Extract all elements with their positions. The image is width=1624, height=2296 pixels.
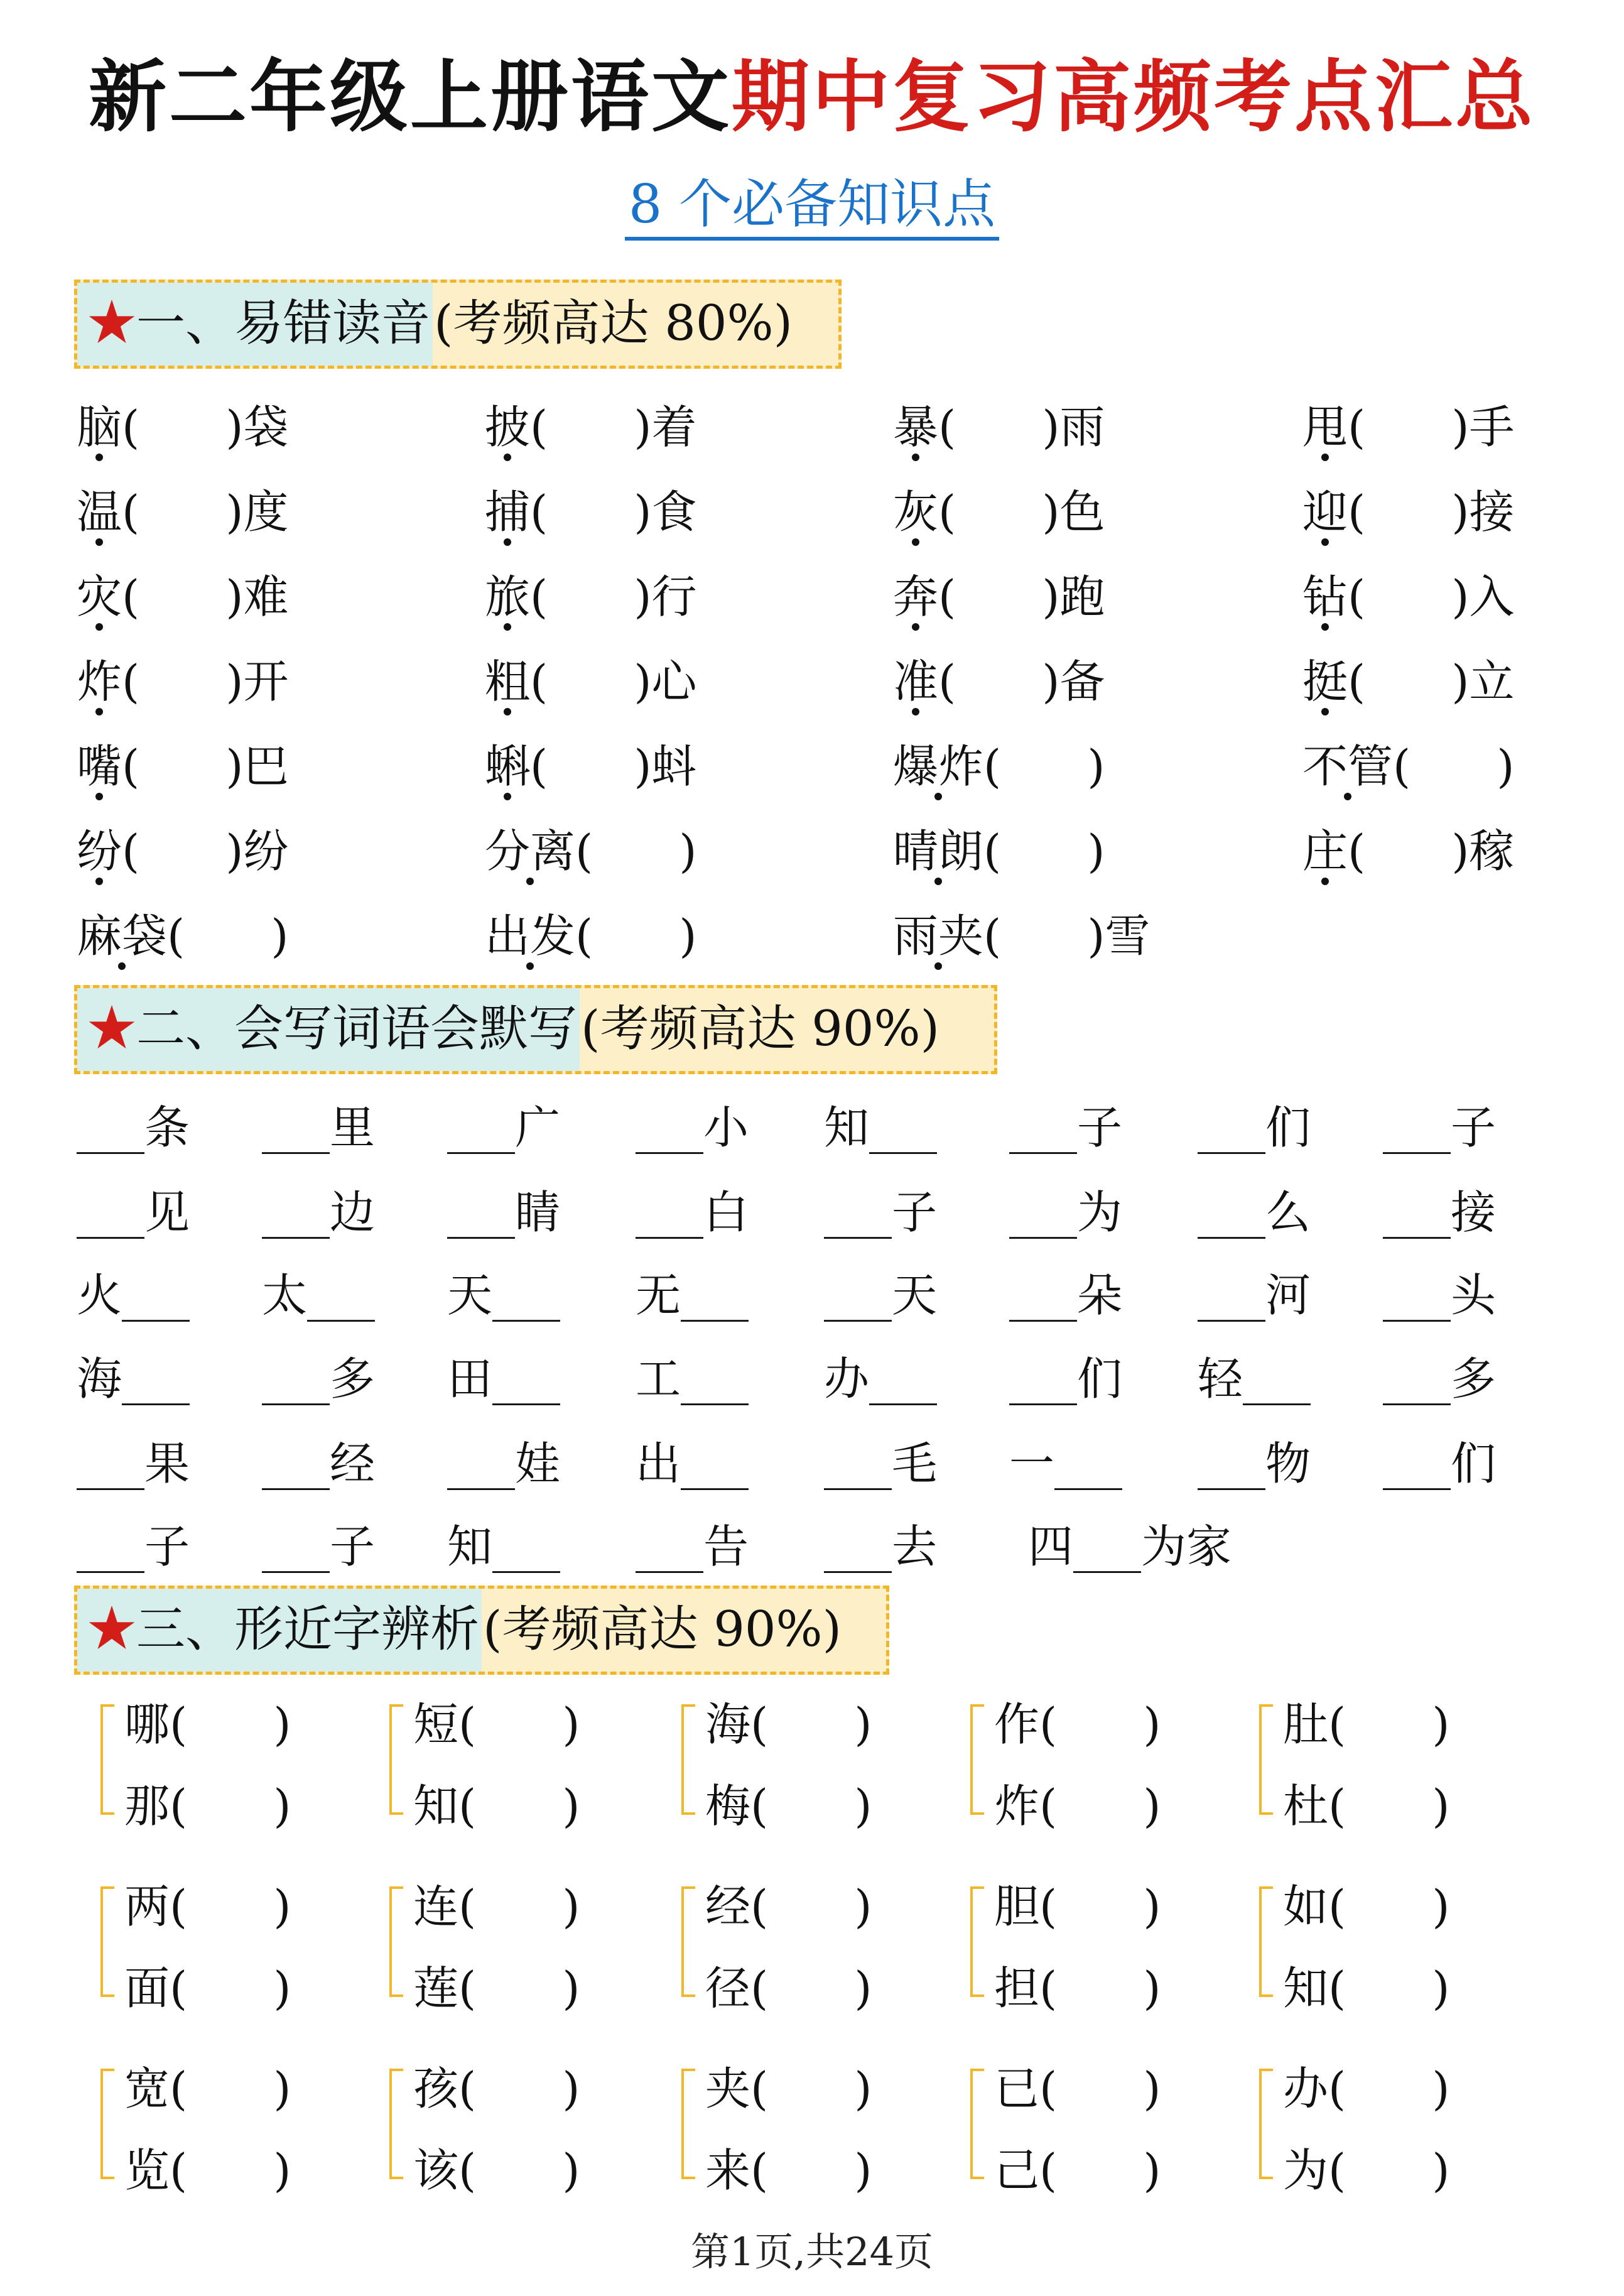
reading-item (77, 735, 289, 798)
word-blank[interactable]: 一___ (1009, 1437, 1123, 1490)
section-3-lead (77, 1589, 482, 1672)
pair-blank[interactable]: ( ) (1328, 2144, 1450, 2197)
pair-character (124, 1775, 291, 1837)
reading-characters: 晴朗 (893, 820, 983, 883)
pair-character (413, 2139, 580, 2202)
word-blank[interactable]: ___经 (262, 1437, 376, 1490)
section-1-lead (77, 283, 433, 366)
pair-blank[interactable]: ( ) (1039, 1698, 1161, 1751)
pair-character (994, 2057, 1161, 2120)
pair-blank[interactable]: ( ) (1328, 2062, 1450, 2115)
reading-item (1302, 650, 1515, 713)
pair-blank[interactable]: ( ) (750, 2062, 872, 2115)
pair-blank[interactable]: ( ) (1039, 1962, 1161, 2015)
pair-character (705, 2139, 872, 2202)
pair-character-text: 肚 (1283, 1698, 1329, 1751)
pair-character (994, 1693, 1161, 1756)
pair-blank[interactable]: ( ) (1328, 1780, 1450, 1832)
word-blank[interactable]: 工___ (636, 1352, 749, 1405)
reading-item (485, 820, 697, 883)
reading-blank[interactable]: ( )着 (530, 401, 697, 454)
pair-character (1283, 1957, 1450, 2020)
page-footer: 第1页,共24页 (690, 2229, 934, 2275)
reading-characters: 奔 (893, 565, 938, 628)
word-blank[interactable]: 火___ (77, 1269, 190, 1322)
reading-item (485, 481, 697, 543)
pair-character-text: 经 (705, 1880, 751, 1933)
reading-blank[interactable]: ( )心 (530, 655, 697, 708)
reading-item (1302, 820, 1515, 883)
reading-item (893, 820, 1105, 883)
reading-item (1302, 481, 1515, 543)
bracket-icon (1259, 2069, 1273, 2179)
reading-blank[interactable]: ( )接 (1348, 486, 1515, 538)
reading-blank[interactable]: ( ) (983, 740, 1105, 793)
bracket-icon (681, 2069, 695, 2179)
reading-item (1302, 735, 1515, 798)
pair-character-text: 览 (124, 2144, 170, 2197)
section-1-freq: (考频高达 80%) (434, 295, 793, 352)
reading-item (485, 905, 697, 967)
word-blank[interactable]: ___物 (1198, 1437, 1311, 1490)
reading-item (485, 565, 697, 628)
reading-item (893, 481, 1105, 543)
reading-characters: 灰 (893, 481, 938, 543)
char-pair (1259, 1693, 1448, 1831)
word-blank[interactable]: ___毛 (824, 1437, 938, 1490)
pair-character (124, 2057, 291, 2120)
pair-character-text: 短 (413, 1698, 459, 1751)
word-blank[interactable]: 四___为家 (1028, 1520, 1232, 1573)
word-blank[interactable]: 无___ (636, 1269, 749, 1322)
reading-item (893, 565, 1105, 628)
word-blank[interactable]: ___告 (636, 1520, 749, 1573)
reading-blank[interactable]: ( )手 (1348, 401, 1515, 454)
pair-character (994, 1957, 1161, 2020)
reading-item (1302, 396, 1515, 459)
word-blank[interactable]: ___接 (1383, 1186, 1497, 1239)
word-blank[interactable]: ___子 (262, 1520, 376, 1573)
pair-character-text: 夹 (705, 2062, 751, 2115)
pair-character-text: 办 (1283, 2062, 1329, 2115)
pair-character (1283, 1693, 1450, 1756)
word-blank[interactable]: 太___ (262, 1269, 376, 1322)
pair-character-text: 来 (705, 2144, 751, 2197)
pair-character-text: 径 (705, 1962, 751, 2015)
pair-character (413, 1875, 580, 1938)
pair-character-text: 面 (124, 1962, 170, 2015)
word-blank[interactable]: ___见 (77, 1186, 190, 1239)
section-3-title: 三、形近字辨析 (136, 1601, 480, 1658)
bracket-icon (970, 2069, 984, 2179)
reading-characters: 旅 (485, 565, 530, 628)
pair-character (705, 1693, 872, 1756)
char-pair (389, 1693, 578, 1831)
reading-characters: 灾 (77, 565, 122, 628)
reading-characters: 暴 (893, 396, 938, 459)
reading-item (893, 905, 1150, 967)
word-blank[interactable]: ___条 (77, 1101, 190, 1154)
pair-character (413, 2057, 580, 2120)
pair-blank[interactable]: ( ) (170, 1962, 291, 2015)
pair-blank[interactable]: ( ) (458, 1698, 580, 1751)
reading-characters: 粗 (485, 650, 530, 713)
pair-character (705, 1957, 872, 2020)
pair-blank[interactable]: ( ) (458, 1880, 580, 1933)
pair-character (994, 1875, 1161, 1938)
reading-item (77, 396, 289, 459)
pair-blank[interactable]: ( ) (1039, 1780, 1161, 1832)
word-blank[interactable]: ___多 (1383, 1352, 1497, 1405)
reading-blank[interactable]: ( ) (575, 825, 697, 878)
pair-blank[interactable]: ( ) (458, 1780, 580, 1832)
reading-characters: 钻 (1302, 565, 1348, 628)
reading-characters: 爆炸 (893, 735, 983, 798)
pair-character (1283, 2139, 1450, 2202)
word-blank[interactable]: ___广 (447, 1101, 561, 1154)
reading-characters: 出发 (485, 905, 575, 967)
pair-character (124, 2139, 291, 2202)
word-blank[interactable]: ___子 (1383, 1101, 1497, 1154)
reading-characters: 脑 (77, 396, 122, 459)
reading-characters: 炸 (77, 650, 122, 713)
pair-blank[interactable]: ( ) (1039, 1880, 1161, 1933)
reading-blank[interactable]: ( )色 (938, 486, 1105, 538)
reading-blank[interactable]: ( ) (575, 910, 697, 962)
word-blank[interactable]: ___头 (1383, 1269, 1497, 1322)
reading-item (485, 396, 697, 459)
word-blank[interactable]: 海___ (77, 1352, 190, 1405)
bracket-icon (1259, 1704, 1273, 1815)
word-blank[interactable]: ___睛 (447, 1186, 561, 1239)
pair-character-text: 炸 (994, 1780, 1040, 1832)
pair-character (705, 2057, 872, 2120)
pair-character-text: 哪 (124, 1698, 170, 1751)
reading-blank[interactable]: ( ) (1393, 740, 1515, 793)
char-pair (681, 1875, 870, 2013)
word-blank[interactable]: ___朵 (1009, 1269, 1123, 1322)
word-blank[interactable]: ___子 (1009, 1101, 1123, 1154)
pair-character-text: 孩 (413, 2062, 459, 2115)
section-3-header (74, 1586, 889, 1675)
reading-characters: 准 (893, 650, 938, 713)
section-2-title: 二、会写词语会默写 (136, 1001, 578, 1057)
word-blank[interactable]: ___河 (1198, 1269, 1311, 1322)
pair-blank[interactable]: ( ) (1328, 1880, 1450, 1933)
reading-item (77, 905, 289, 967)
reading-blank[interactable]: ( )入 (1348, 570, 1515, 623)
reading-characters: 纷 (77, 820, 122, 883)
char-pair (100, 2057, 289, 2195)
pair-character (413, 1957, 580, 2020)
reading-item (77, 650, 289, 713)
pair-blank[interactable]: ( ) (170, 2144, 291, 2197)
word-blank[interactable]: 轻___ (1198, 1352, 1311, 1405)
reading-blank[interactable]: ( )雨 (938, 401, 1105, 454)
pair-character (705, 1775, 872, 1837)
bracket-icon (681, 1886, 695, 1997)
section-2-lead (77, 988, 580, 1071)
bracket-icon (681, 1704, 695, 1815)
char-pair (100, 1875, 289, 2013)
title-red: 期中复习高频考点汇总 (732, 52, 1536, 143)
reading-characters: 挺 (1302, 650, 1348, 713)
pair-character-text: 如 (1283, 1880, 1329, 1933)
reading-blank[interactable]: ( )跑 (938, 570, 1105, 623)
pair-character (124, 1875, 291, 1938)
bracket-icon (970, 1886, 984, 1997)
reading-characters: 嘴 (77, 735, 122, 798)
word-blank[interactable]: 出___ (636, 1437, 749, 1490)
reading-characters: 分离 (485, 820, 575, 883)
pair-blank[interactable]: ( ) (458, 2062, 580, 2115)
word-blank[interactable]: ___多 (262, 1352, 376, 1405)
subtitle-text: 8 个必备知识点 (625, 174, 999, 241)
pair-blank[interactable]: ( ) (170, 1698, 291, 1751)
pair-character (994, 1775, 1161, 1837)
pair-character-text: 连 (413, 1880, 459, 1933)
pair-character-text: 为 (1283, 2144, 1329, 2197)
pair-blank[interactable]: ( ) (750, 2144, 872, 2197)
bracket-icon (100, 2069, 114, 2179)
reading-characters: 不管 (1302, 735, 1393, 798)
word-blank[interactable]: 天___ (447, 1269, 561, 1322)
bracket-icon (100, 1704, 114, 1815)
pair-blank[interactable]: ( ) (750, 1962, 872, 2015)
section-3-freq: (考频高达 90%) (483, 1601, 842, 1658)
reading-blank[interactable]: ( )难 (122, 570, 289, 623)
bracket-icon (100, 1886, 114, 1997)
word-blank[interactable]: 田___ (447, 1352, 561, 1405)
reading-characters: 蝌 (485, 735, 530, 798)
char-pair (970, 2057, 1159, 2195)
reading-characters: 庄 (1302, 820, 1348, 883)
char-pair (1259, 1875, 1448, 2013)
bracket-icon (389, 1704, 403, 1815)
char-pair (389, 1875, 578, 2013)
char-pair (970, 1693, 1159, 1831)
pair-character (1283, 1875, 1450, 1938)
page-subtitle (0, 170, 1624, 239)
reading-item (485, 735, 697, 798)
pair-character-text: 担 (994, 1962, 1040, 2015)
pair-character (994, 2139, 1161, 2202)
char-pair (389, 2057, 578, 2195)
pair-character-text: 知 (1283, 1962, 1329, 2015)
word-blank[interactable]: ___子 (77, 1520, 190, 1573)
reading-characters: 雨夹 (893, 905, 983, 967)
reading-characters: 捕 (485, 481, 530, 543)
reading-characters: 甩 (1302, 396, 1348, 459)
reading-blank[interactable]: ( )雪 (983, 910, 1150, 962)
pair-character (413, 1775, 580, 1837)
bracket-icon (1259, 1886, 1273, 1997)
reading-blank[interactable]: ( )食 (530, 486, 697, 538)
star-icon: ★ (87, 295, 137, 352)
bracket-icon (970, 1704, 984, 1815)
pair-character-text: 梅 (705, 1780, 751, 1832)
char-pair (100, 1693, 289, 1831)
pair-character-text: 那 (124, 1780, 170, 1832)
pair-character-text: 知 (413, 1780, 459, 1832)
pair-character-text: 宽 (124, 2062, 170, 2115)
reading-item (485, 650, 697, 713)
reading-blank[interactable]: ( )开 (122, 655, 289, 708)
word-blank[interactable]: ___边 (262, 1186, 376, 1239)
pair-blank[interactable]: ( ) (170, 1780, 291, 1832)
reading-item (1302, 565, 1515, 628)
pair-character (124, 1693, 291, 1756)
word-blank[interactable]: 办___ (824, 1352, 938, 1405)
reading-blank[interactable]: ( )蚪 (530, 740, 697, 793)
word-blank[interactable]: ___为 (1009, 1186, 1123, 1239)
pair-blank[interactable]: ( ) (458, 2144, 580, 2197)
pair-blank[interactable]: ( ) (170, 2062, 291, 2115)
reading-blank[interactable]: ( )行 (530, 570, 697, 623)
char-pair (970, 1875, 1159, 2013)
pair-blank[interactable]: ( ) (170, 1880, 291, 1933)
reading-characters: 迎 (1302, 481, 1348, 543)
bracket-icon (389, 1886, 403, 1997)
pair-character-text: 两 (124, 1880, 170, 1933)
pair-blank[interactable]: ( ) (750, 1880, 872, 1933)
word-blank[interactable]: 知___ (447, 1520, 561, 1573)
reading-item (77, 820, 289, 883)
word-blank[interactable]: 知___ (824, 1101, 938, 1154)
reading-blank[interactable]: ( )袋 (122, 401, 289, 454)
pair-blank[interactable]: ( ) (1328, 1698, 1450, 1751)
section-1-header (74, 280, 842, 369)
pair-blank[interactable]: ( ) (1328, 1962, 1450, 2015)
reading-blank[interactable]: ( )巴 (122, 740, 289, 793)
word-blank[interactable]: ___里 (262, 1101, 376, 1154)
word-blank[interactable]: ___们 (1009, 1352, 1123, 1405)
reading-item (77, 565, 289, 628)
reading-characters: 麻袋 (77, 905, 167, 967)
pair-blank[interactable]: ( ) (458, 1962, 580, 2015)
char-pair (681, 1693, 870, 1831)
reading-blank[interactable]: ( )度 (122, 486, 289, 538)
word-blank[interactable]: ___天 (824, 1269, 938, 1322)
pair-character-text: 作 (994, 1698, 1040, 1751)
reading-blank[interactable]: ( )备 (938, 655, 1105, 708)
reading-item (77, 481, 289, 543)
bracket-icon (389, 2069, 403, 2179)
pair-character-text: 该 (413, 2144, 459, 2197)
pair-character (413, 1693, 580, 1756)
word-blank[interactable]: ___子 (824, 1186, 938, 1239)
pair-character-text: 胆 (994, 1880, 1040, 1933)
word-blank[interactable]: ___么 (1198, 1186, 1311, 1239)
word-blank[interactable]: ___果 (77, 1437, 190, 1490)
pair-blank[interactable]: ( ) (1039, 2062, 1161, 2115)
pair-character (1283, 1775, 1450, 1837)
pair-blank[interactable]: ( ) (1039, 2144, 1161, 2197)
title-black: 新二年级上册语文 (88, 52, 732, 143)
section-1-title: 一、易错读音 (136, 295, 431, 352)
reading-item (893, 735, 1105, 798)
page-title (0, 50, 1624, 144)
word-blank[interactable]: ___们 (1198, 1101, 1311, 1154)
reading-characters: 披 (485, 396, 530, 459)
reading-blank[interactable]: ( )立 (1348, 655, 1515, 708)
pair-character (1283, 2057, 1450, 2120)
reading-item (893, 396, 1105, 459)
pair-blank[interactable]: ( ) (750, 1698, 872, 1751)
section-2-freq: (考频高达 90%) (581, 1001, 940, 1057)
pair-character-text: 己 (994, 2144, 1040, 2197)
pair-character-text: 已 (994, 2062, 1040, 2115)
reading-blank[interactable]: ( ) (167, 910, 289, 962)
word-blank[interactable]: ___小 (636, 1101, 749, 1154)
pair-blank[interactable]: ( ) (750, 1780, 872, 1832)
pair-character (705, 1875, 872, 1938)
word-blank[interactable]: ___白 (636, 1186, 749, 1239)
char-pair (1259, 2057, 1448, 2195)
pair-character-text: 莲 (413, 1962, 459, 2015)
pair-character-text: 海 (705, 1698, 751, 1751)
char-pair (681, 2057, 870, 2195)
reading-characters: 温 (77, 481, 122, 543)
reading-blank[interactable]: ( ) (983, 825, 1105, 878)
word-blank[interactable]: ___娃 (447, 1437, 561, 1490)
word-blank[interactable]: ___们 (1383, 1437, 1497, 1490)
pair-character-text: 杜 (1283, 1780, 1329, 1832)
reading-blank[interactable]: ( )纷 (122, 825, 289, 878)
pair-character (124, 1957, 291, 2020)
star-icon: ★ (87, 1001, 137, 1057)
reading-blank[interactable]: ( )稼 (1348, 825, 1515, 878)
reading-item (893, 650, 1105, 713)
star-icon: ★ (87, 1601, 137, 1658)
section-2-header (74, 985, 997, 1074)
word-blank[interactable]: ___去 (824, 1520, 938, 1573)
